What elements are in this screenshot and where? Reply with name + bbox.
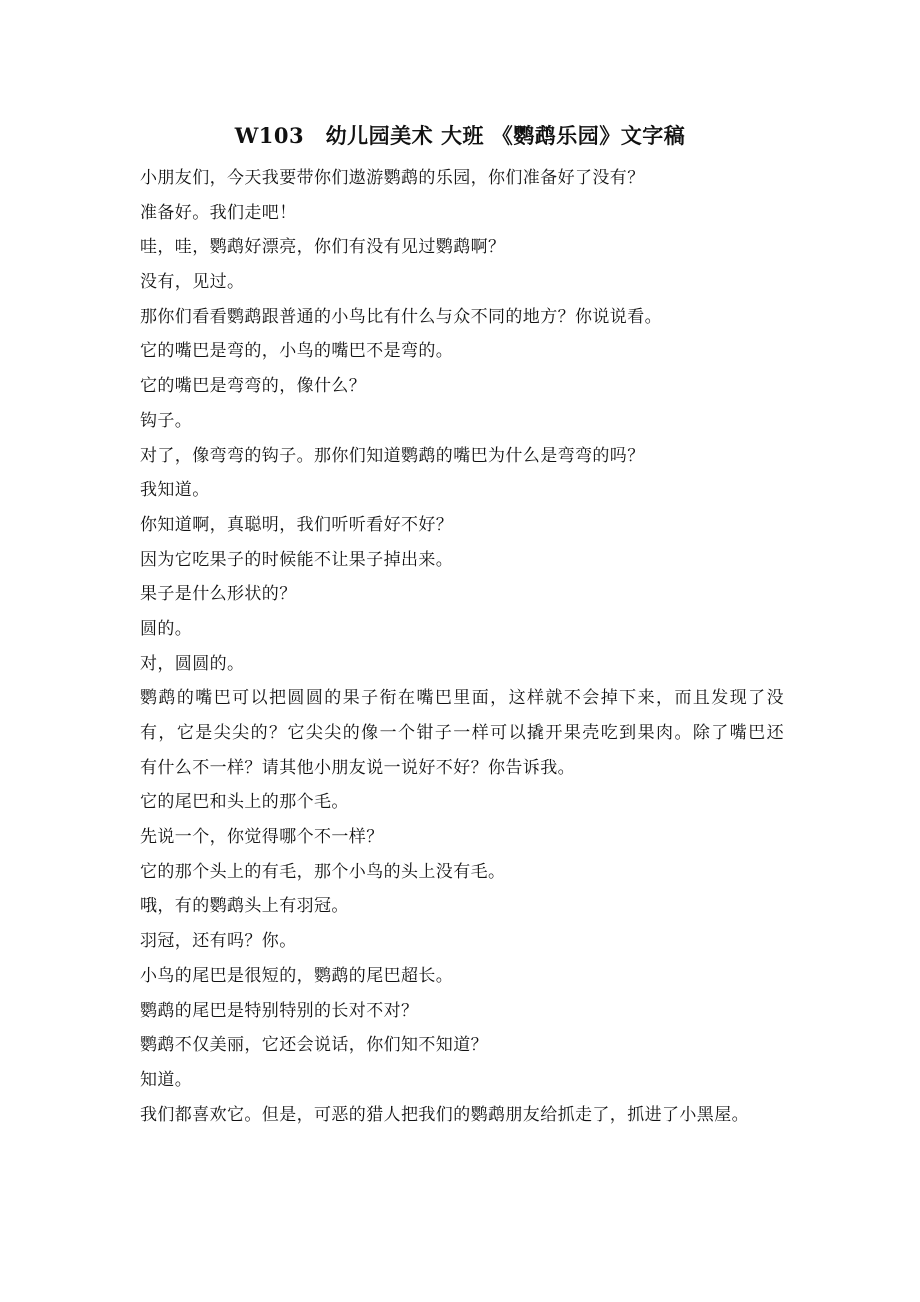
text-line: 先说一个，你觉得哪个不一样？	[140, 827, 384, 848]
document-body	[140, 161, 784, 1132]
text-line: 鹦鹉不仅美丽，它还会说话，你们知不知道？	[140, 1035, 488, 1056]
text-line: 我们都喜欢它。但是，可恶的猎人把我们的鹦鹉朋友给抓走了，抓进了小黑屋。	[140, 1104, 749, 1125]
text-line: 对，圆圆的。	[140, 653, 245, 674]
text-line: 没有，见过。	[140, 272, 245, 293]
text-line: 小鸟的尾巴是很短的，鹦鹉的尾巴超长。	[140, 965, 454, 986]
text-line: 有什么不一样？请其他小朋友说一说好不好？你告诉我。	[140, 757, 575, 778]
text-line: 对了，像弯弯的钩子。那你们知道鹦鹉的嘴巴为什么是弯弯的吗？	[140, 445, 645, 466]
text-line: 果子是什么形状的？	[140, 584, 297, 605]
text-line: 知道。	[140, 1069, 193, 1090]
text-line: 你知道啊，真聪明，我们听听看好不好？	[140, 514, 454, 535]
text-line: 圆的。	[140, 618, 193, 639]
text-line: 它的嘴巴是弯弯的，像什么？	[140, 376, 367, 397]
text-line: 鹦鹉的尾巴是特别特别的长对不对？	[140, 1000, 419, 1021]
document-title: W103 幼儿园美术 大班 《鹦鹉乐园》文字稿	[234, 123, 686, 148]
text-line: 羽冠，还有吗？你。	[140, 931, 297, 952]
text-line: 它的嘴巴是弯的，小鸟的嘴巴不是弯的。	[140, 341, 454, 362]
text-line: 钩子。	[140, 410, 193, 431]
text-line: 它的那个头上的有毛，那个小鸟的头上没有毛。	[140, 861, 506, 882]
text-line: 因为它吃果子的时候能不让果子掉出来。	[140, 549, 454, 570]
text-line: 准备好。我们走吧！	[140, 202, 297, 223]
text-line: 哦，有的鹦鹉头上有羽冠。	[140, 896, 349, 917]
text-line: 那你们看看鹦鹉跟普通的小鸟比有什么与众不同的地方？你说说看。	[140, 306, 662, 327]
text-line: 哇，哇，鹦鹉好漂亮，你们有没有见过鹦鹉啊？	[140, 237, 506, 258]
text-line: 有，它是尖尖的？它尖尖的像一个钳子一样可以撬开果壳吃到果肉。除了嘴巴还	[140, 723, 784, 743]
text-line: 它的尾巴和头上的那个毛。	[140, 792, 349, 813]
text-line: 鹦鹉的嘴巴可以把圆圆的果子衔在嘴巴里面，这样就不会掉下来，而且发现了没	[140, 688, 784, 709]
text-line: 小朋友们，今天我要带你们遨游鹦鹉的乐园，你们准备好了没有？	[140, 168, 645, 188]
text-line: 我知道。	[140, 480, 210, 501]
